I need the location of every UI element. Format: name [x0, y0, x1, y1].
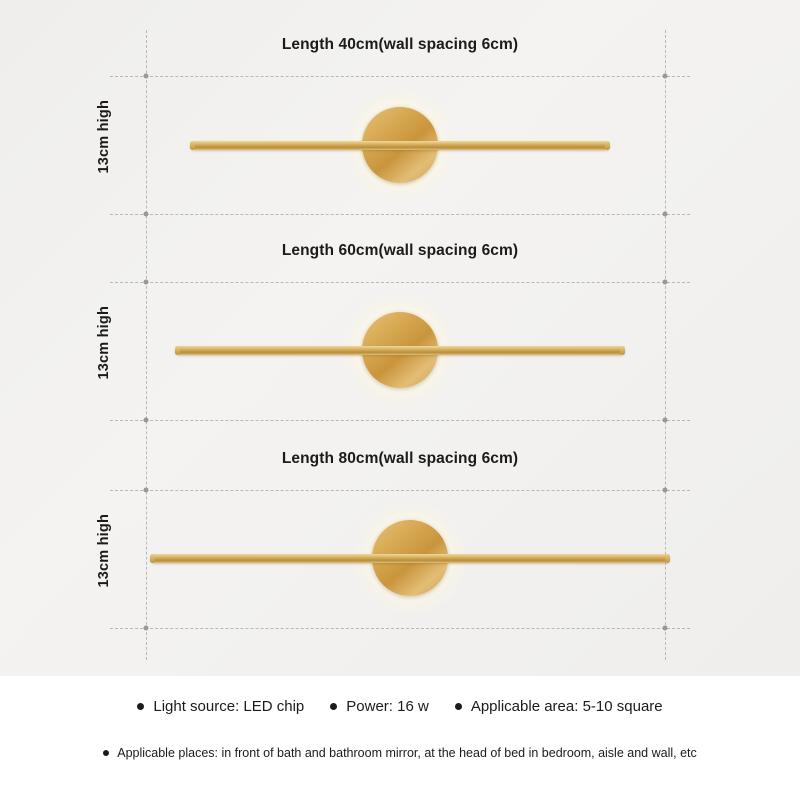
lamp-bar-end-cap: [190, 141, 195, 150]
spec-list: [0, 698, 800, 715]
bullet-icon: [137, 703, 144, 710]
lamp-bar: [150, 554, 670, 563]
bullet-icon: [455, 703, 462, 710]
spec-item-applicable-area: [455, 698, 663, 715]
variant-title: Length 80cm(wall spacing 6cm): [281, 450, 519, 467]
lamp-bar-end-cap: [175, 346, 180, 355]
guide-dot: [144, 212, 149, 217]
variant-height-label: 13cm high: [96, 514, 112, 588]
guide-dot: [144, 280, 149, 285]
lamp-bar-end-cap: [620, 346, 625, 355]
variant-title: Length 60cm(wall spacing 6cm): [281, 242, 519, 259]
spec-text: Applicable area: 5-10 square: [470, 698, 663, 715]
guide-line-horizontal: [110, 76, 690, 77]
lamp-illustration-40cm: [190, 85, 610, 205]
guide-line-horizontal: [110, 490, 690, 491]
lamp-illustration-80cm: [150, 498, 670, 618]
lamp-illustration-60cm: [175, 290, 625, 410]
lamp-bar-end-cap: [605, 141, 610, 150]
guide-line-horizontal: [110, 214, 690, 215]
guide-dot: [663, 626, 668, 631]
spec-text: Power: 16 w: [346, 698, 429, 715]
guide-dot: [663, 418, 668, 423]
guide-dot: [144, 488, 149, 493]
lamp-bar: [175, 346, 625, 355]
lamp-bar-end-cap: [150, 554, 155, 563]
variant-height-label: 13cm high: [96, 100, 112, 174]
spec-item-applicable-places: [103, 746, 697, 760]
guide-line-horizontal: [110, 282, 690, 283]
spec-text: Light source: LED chip: [153, 698, 305, 715]
note-text: Applicable places: in front of bath and bathroom mirror, at the head of bed in bedroom, aisle and wall, etc: [117, 746, 697, 760]
variant-title: Length 40cm(wall spacing 6cm): [281, 36, 519, 53]
guide-dot: [663, 488, 668, 493]
guide-line-horizontal: [110, 628, 690, 629]
note-list: [0, 746, 800, 760]
spec-item-light-source: [137, 698, 304, 715]
bullet-icon: [330, 703, 337, 710]
lamp-bar: [190, 141, 610, 150]
guide-line-horizontal: [110, 420, 690, 421]
guide-dot: [144, 74, 149, 79]
guide-dot: [663, 280, 668, 285]
variant-height-label: 13cm high: [96, 306, 112, 380]
guide-dot: [663, 212, 668, 217]
lamp-bar-end-cap: [665, 554, 670, 563]
guide-dot: [144, 626, 149, 631]
guide-line-vertical: [146, 30, 147, 660]
bullet-icon: [103, 750, 109, 756]
spec-item-power: [330, 698, 429, 715]
guide-dot: [144, 418, 149, 423]
spec-footer: [0, 676, 800, 800]
guide-dot: [663, 74, 668, 79]
